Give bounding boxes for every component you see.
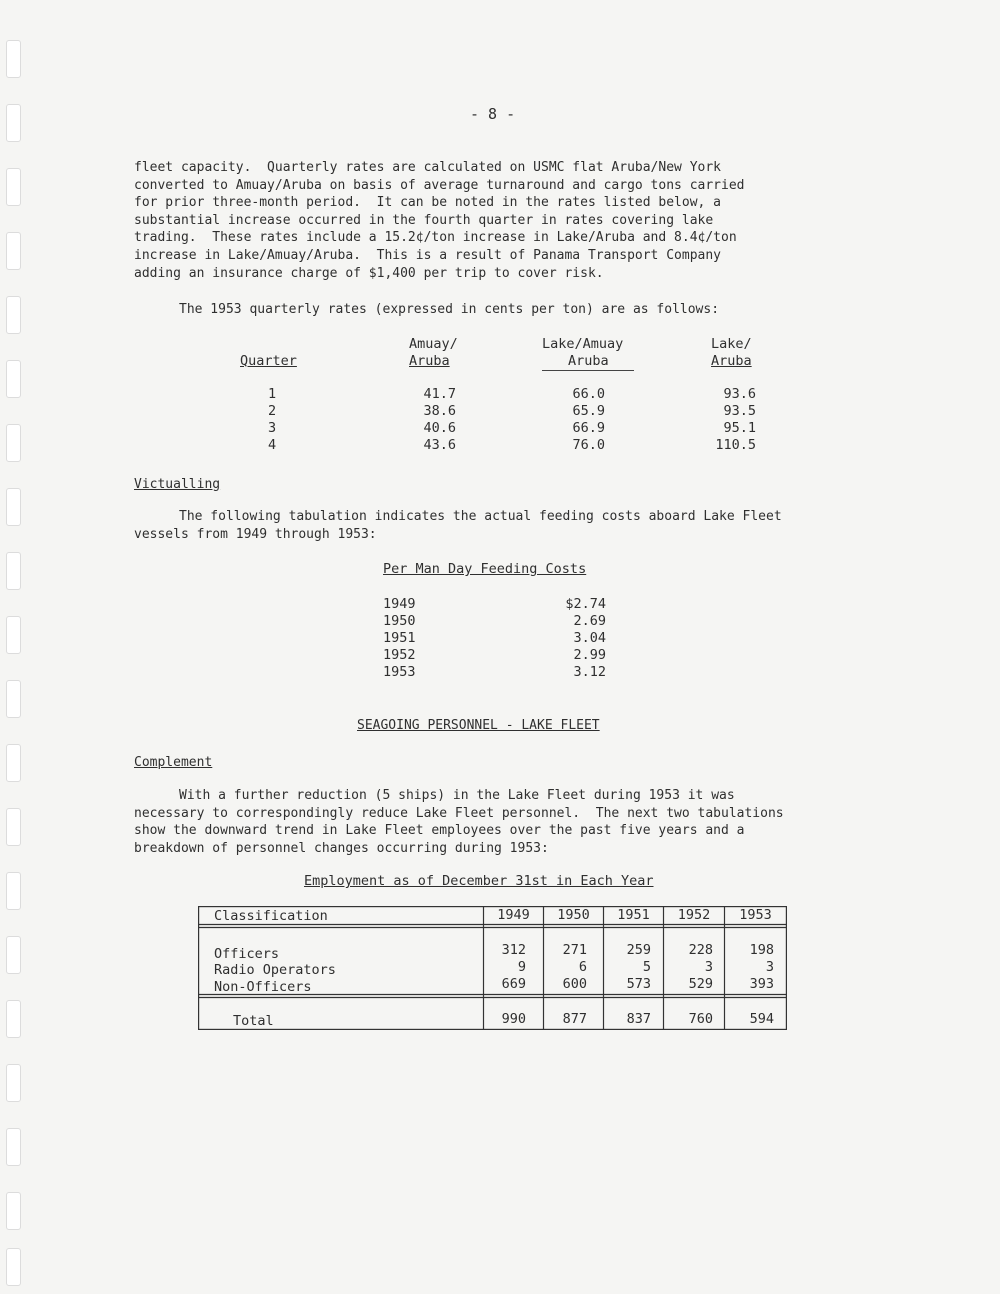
punch-hole [6, 808, 21, 846]
table-title: Per Man Day Feeding Costs [383, 561, 587, 577]
page-number: - 8 - [470, 105, 516, 123]
table-cell: 4 [268, 437, 277, 453]
table-cell: 5 [642, 959, 651, 975]
table-cell: 271 [562, 942, 587, 958]
header-underline [542, 370, 634, 371]
table-cell: 573 [626, 976, 651, 992]
paragraph-line: vessels from 1949 through 1953: [134, 527, 377, 542]
paragraph-line: breakdown of personnel changes occurring during 1953: [134, 840, 549, 856]
table-cell: 3 [268, 420, 277, 436]
table-cell: 93.6 [723, 386, 756, 402]
table-cell: 9 [517, 959, 526, 975]
punch-hole [6, 616, 21, 654]
table-cell: 2.99 [573, 647, 606, 663]
punch-hole [6, 1192, 21, 1230]
paragraph-line: With a further reduction (5 ships) in the Lake Fleet during 1953 it was [179, 788, 735, 803]
punch-hole [6, 296, 21, 334]
table-cell: 1953 [383, 664, 416, 680]
paragraph-line: converted to Amuay/Aruba on basis of average turnaround and cargo tons carried [134, 177, 745, 193]
table-cell: 6 [578, 959, 587, 975]
table-cell: 3.04 [573, 630, 606, 646]
column-header: Aruba [409, 353, 450, 369]
table-cell: 76.0 [572, 437, 605, 453]
punch-hole [6, 1248, 21, 1286]
paragraph-line: substantial increase occurred in the fourth quarter in rates covering lake [134, 212, 714, 228]
table-cell: 393 [749, 976, 774, 992]
punch-hole [6, 744, 21, 782]
punch-hole [6, 552, 21, 590]
paragraph-line: fleet capacity. Quarterly rates are calculated on USMC flat Aruba/New York [134, 160, 721, 175]
table-cell: 93.5 [723, 403, 756, 419]
table-cell: 66.9 [572, 420, 605, 436]
table-cell: 3 [704, 959, 713, 975]
column-header: Lake/Amuay [542, 336, 624, 352]
table-cell: 2 [268, 403, 277, 419]
punch-hole [6, 936, 21, 974]
table-cell: 65.9 [572, 403, 605, 419]
table-cell: 529 [688, 976, 713, 992]
column-header: Quarter [240, 353, 297, 369]
table-cell: 198 [749, 942, 774, 958]
punch-hole [6, 424, 21, 462]
table-cell: 38.6 [423, 403, 456, 419]
table-cell: 110.5 [715, 437, 756, 453]
table-cell: 1950 [383, 613, 416, 629]
row-label: Officers [214, 946, 280, 962]
paragraph-line: The following tabulation indicates the actual feeding costs aboard Lake Fleet [179, 509, 782, 524]
table-cell: 600 [562, 976, 587, 992]
column-header: 1950 [557, 907, 590, 923]
punch-hole [6, 360, 21, 398]
column-header: Lake/ [711, 336, 752, 352]
punch-hole [6, 232, 21, 270]
table-cell: 594 [749, 1011, 774, 1027]
column-header: Aruba [711, 353, 752, 369]
punch-hole [6, 1064, 21, 1102]
punch-hole [6, 1128, 21, 1166]
table-cell: 259 [626, 942, 651, 958]
punch-hole [6, 104, 21, 142]
table-cell: 669 [501, 976, 526, 992]
punch-hole [6, 1000, 21, 1038]
total-label: Total [233, 1013, 274, 1029]
column-header: 1951 [617, 907, 650, 923]
table-cell: 95.1 [723, 420, 756, 436]
table-cell: 3 [765, 959, 774, 975]
paragraph-line: increase in Lake/Amuay/Aruba. This is a result of Panama Transport Company [134, 248, 721, 263]
column-header: Amuay/ [409, 336, 458, 352]
table-cell: $2.74 [565, 596, 606, 612]
row-label: Radio Operators [214, 962, 336, 978]
table-cell: 760 [688, 1011, 713, 1027]
table-cell: 312 [501, 942, 526, 958]
punch-hole [6, 168, 21, 206]
victualling-heading: Victualling [134, 477, 221, 492]
table-cell: 3.12 [573, 664, 606, 680]
column-header: 1953 [739, 907, 772, 923]
table-cell: 1949 [383, 596, 416, 612]
column-header: Classification [214, 908, 328, 924]
paragraph-line: show the downward trend in Lake Fleet employees over the past five years and a [134, 823, 745, 839]
column-header: 1952 [677, 907, 711, 923]
rates-intro: The 1953 quarterly rates (expressed in cents per ton) are as follows: [179, 302, 720, 317]
table-cell: 41.7 [423, 386, 456, 402]
column-header: Aruba [568, 353, 609, 369]
table-cell: 990 [501, 1011, 526, 1027]
paragraph-line: adding an insurance charge of $1,400 per trip to cover risk. [134, 265, 604, 281]
table-cell: 837 [626, 1011, 651, 1027]
row-label: Non-Officers [214, 979, 312, 995]
table-cell: 43.6 [423, 437, 456, 453]
table-cell: 2.69 [573, 613, 606, 629]
table-cell: 1952 [383, 647, 416, 663]
punch-hole [6, 680, 21, 718]
paragraph-line: for prior three-month period. It can be noted in the rates listed below, a [134, 195, 721, 211]
table-cell: 877 [562, 1011, 587, 1027]
paragraph-line: trading. These rates include a 15.2¢/ton increase in Lake/Aruba and 8.4¢/ton [134, 230, 737, 246]
column-header: 1949 [497, 907, 530, 923]
table-cell: 66.0 [572, 386, 605, 402]
section-title: SEAGOING PERSONNEL - LAKE FLEET [357, 718, 600, 733]
table-cell: 228 [688, 942, 713, 958]
table-cell: 40.6 [423, 420, 456, 436]
table-cell: 1951 [383, 630, 416, 646]
table-title: Employment as of December 31st in Each Year [304, 873, 654, 889]
employment-table [198, 906, 787, 1030]
punch-hole [6, 488, 21, 526]
punch-hole [6, 40, 21, 78]
table-cell: 1 [268, 386, 277, 402]
paragraph-line: necessary to correspondingly reduce Lake Fleet personnel. The next two tabulations [134, 805, 784, 821]
punch-hole [6, 872, 21, 910]
complement-heading: Complement [134, 755, 213, 770]
